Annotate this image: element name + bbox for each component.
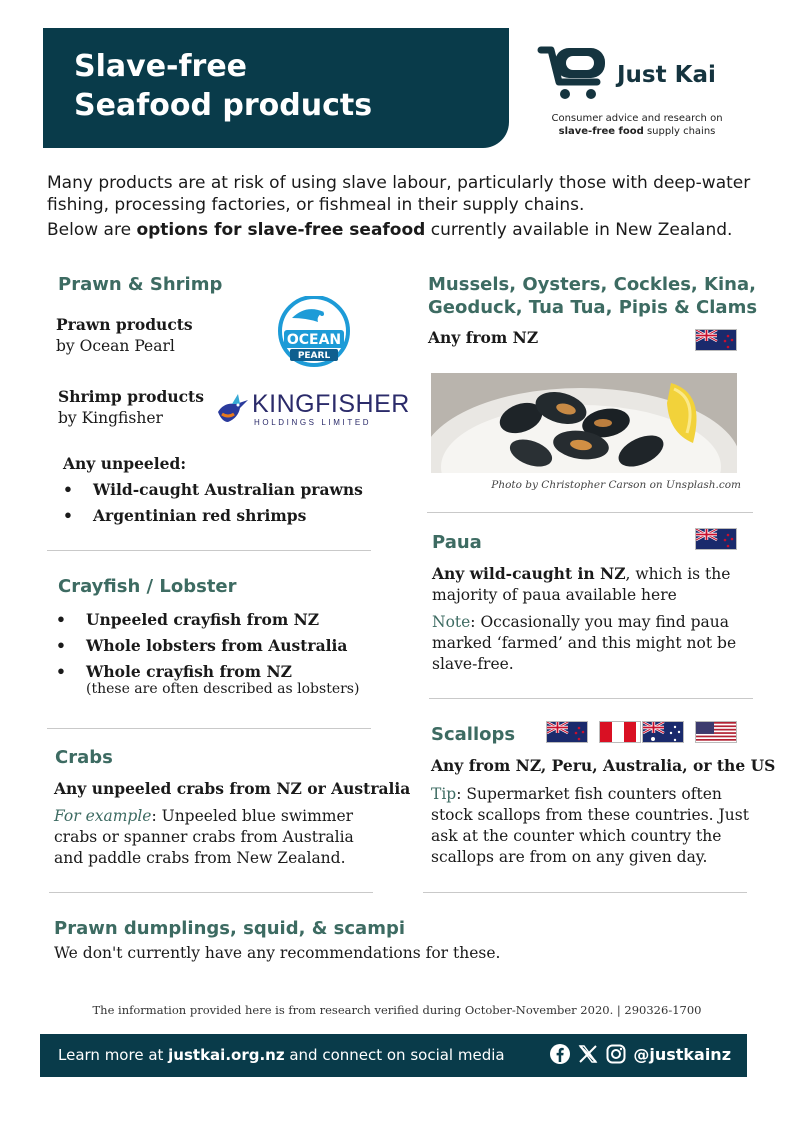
list-item: • Unpeeled crayfish from NZ — [56, 607, 359, 633]
kingfisher-name: KINGFISHER — [252, 390, 410, 418]
facebook-icon[interactable] — [549, 1043, 571, 1065]
crayfish-heading: Crayfish / Lobster — [58, 576, 237, 597]
paua-lead-rest: , which is the majority of paua available here — [432, 565, 731, 604]
kingfisher-logo — [214, 390, 410, 430]
usa-flag-icon — [695, 721, 737, 743]
scallops-tip-text: : Supermarket fish counters often stock scallops from these countries. Just ask at the counter which country the scallops are from on any given day. — [431, 785, 749, 866]
ocean-pearl-text-b: PEARL — [297, 351, 331, 361]
brand-tagline-line-1: Consumer advice and research on — [551, 113, 723, 124]
nz-flag-icon — [695, 329, 737, 351]
divider — [423, 892, 747, 893]
crabs-lead — [54, 778, 410, 800]
list-item: • Whole lobsters from Australia — [56, 633, 359, 659]
scallops-tip-label: Tip — [431, 785, 457, 803]
crabs-example-text: : Unpeeled blue swimmer crabs or spanner crabs from Australia and paddle crabs from New Zealand. — [54, 807, 354, 867]
intro-line2-pre: Below are — [47, 220, 137, 240]
prawn-item-1-title: Prawn products — [56, 315, 193, 334]
brand-name: Just Kai — [617, 62, 716, 88]
nz-flag-icon — [695, 528, 737, 550]
instagram-icon[interactable] — [605, 1043, 627, 1065]
prawn-item-1 — [56, 314, 193, 357]
footer-site-link[interactable]: justkai.org.nz — [168, 1046, 285, 1064]
ocean-pearl-logo — [276, 296, 352, 370]
mussels-lead-text: Any from NZ — [428, 328, 539, 347]
brand-tagline — [527, 112, 747, 138]
crayfish-bullets — [56, 607, 359, 701]
prawn-unpeeled-label — [63, 453, 186, 475]
crabs-lead-text: Any unpeeled crabs from NZ or Australia — [54, 779, 411, 798]
page-title-line-1: Slave-free — [74, 49, 248, 84]
prawn-heading: Prawn & Shrimp — [58, 274, 223, 295]
footer-text-pre: Learn more at — [58, 1046, 169, 1064]
paua-note-label: Note — [432, 613, 471, 631]
intro-line2-bold: options for slave-free seafood — [136, 220, 426, 240]
dumplings-heading: Prawn dumplings, squid, & scampi — [54, 918, 405, 939]
footer-text-post: and connect on social media — [284, 1046, 505, 1064]
social-links — [549, 1043, 731, 1065]
photo-caption: Photo by Christopher Carson on Unsplash.com — [491, 479, 741, 491]
brand-tagline-bold: slave-free food — [558, 126, 644, 137]
paua-note-text: : Occasionally you may find paua marked ‘farmed’ and this might not be slave-free. — [432, 613, 737, 673]
prawn-item-1-sub: by Ocean Pearl — [56, 337, 175, 355]
cart-logo-icon — [537, 42, 611, 102]
intro-line2-post: currently available in New Zealand. — [425, 220, 733, 240]
scallops-lead-text: Any from NZ, Peru, Australia, or the US — [431, 756, 776, 775]
mussels-heading-line-2: Geoduck, Tua Tua, Pipis & Clams — [428, 297, 758, 318]
list-item: • Argentinian red shrimps — [63, 503, 363, 529]
list-item: • Wild-caught Australian prawns — [63, 477, 363, 503]
social-handle[interactable]: @justkainz — [633, 1044, 731, 1064]
kingfisher-bird-icon — [214, 392, 250, 428]
intro-paragraph-1: Many products are at risk of using slave labour, particularly those with deep-water fishing, processing factories, or fishmeal in their supply chains. — [47, 173, 751, 215]
footer-text — [58, 1046, 505, 1064]
paua-note — [432, 612, 752, 675]
brand-block — [537, 42, 737, 142]
prawn-item-2-title: Shrimp products — [58, 387, 204, 406]
prawn-item-2 — [58, 386, 204, 429]
mussels-heading — [428, 273, 757, 319]
paua-lead-bold: Any wild-caught in NZ — [432, 564, 626, 583]
crabs-example-label: For example — [54, 807, 152, 825]
scallops-tip — [431, 784, 751, 868]
mussels-heading-line-1: Mussels, Oysters, Cockles, Kina, — [428, 274, 756, 295]
prawn-bullets — [63, 477, 363, 529]
peru-flag-icon — [599, 721, 641, 743]
footer-bar — [40, 1034, 747, 1077]
australia-flag-icon — [642, 721, 684, 743]
intro-text — [47, 172, 767, 241]
divider — [427, 512, 753, 513]
paua-lead — [432, 563, 752, 606]
crabs-heading: Crabs — [55, 747, 113, 768]
list-item — [56, 659, 359, 697]
crabs-example — [54, 806, 369, 869]
paua-heading: Paua — [432, 532, 482, 553]
dumplings-text: We don't currently have any recommendations for these. — [54, 944, 501, 962]
brand-tagline-rest: supply chains — [643, 126, 716, 137]
nz-flag-icon — [546, 721, 588, 743]
crayfish-bullet-3-text: Whole crayfish from NZ — [86, 662, 292, 681]
x-icon[interactable] — [577, 1043, 599, 1065]
page-title-line-2: Seafood products — [74, 88, 373, 123]
prawn-unpeeled-label-text: Any unpeeled: — [63, 454, 187, 473]
scallops-heading: Scallops — [431, 724, 516, 745]
divider — [47, 728, 371, 729]
divider — [429, 698, 753, 699]
crayfish-note: (these are often described as lobsters) — [86, 681, 360, 697]
prawn-item-2-sub: by Kingfisher — [58, 409, 163, 427]
title-banner — [43, 28, 509, 148]
scallops-lead — [431, 755, 775, 777]
intro-paragraph-2 — [47, 219, 767, 241]
divider — [47, 550, 371, 551]
ocean-pearl-text-a: OCEAN — [286, 332, 342, 348]
mussels-lead — [428, 327, 538, 349]
footnote: The information provided here is from research verified during October-November 2020. | 290326-1700 — [92, 1003, 702, 1017]
mussels-photo — [431, 373, 737, 473]
divider — [49, 892, 373, 893]
kingfisher-subname: HOLDINGS LIMITED — [254, 418, 372, 427]
